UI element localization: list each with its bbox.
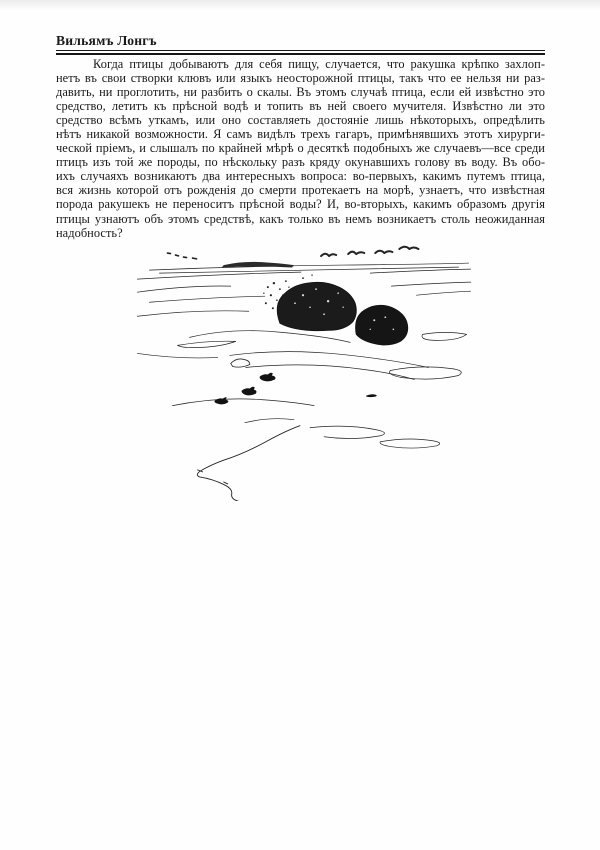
paragraph-line: средство, летитъ къ прѣсной водѣ и топить въ ней своего мучителя. Извѣстно ли это xyxy=(56,99,545,114)
paragraph-line: птицы узнаютъ объ этомъ средствѣ, какъ только въ немъ возникаетъ столь неожиданная xyxy=(56,211,545,226)
header-rule-thick-line xyxy=(56,53,545,55)
paragraph-line: Когда птицы добываютъ для себя пищу, случается, что ракушка крѣпко захлоп- xyxy=(93,57,545,71)
horizon-lines xyxy=(137,263,470,279)
author-name: Вильямъ Лонгъ xyxy=(56,33,157,48)
paragraph-line: средство всѣмъ уткамъ, или оно составляеть достояніе лишь нѣкоторыхъ, опредѣлить xyxy=(56,113,545,128)
paragraph-line: ческой пріемъ, и слышалъ по крайней мѣрѣ о десяткѣ подобныхъ же случаевъ—все среди xyxy=(56,141,545,156)
distant-birds-dots xyxy=(167,253,196,259)
paragraph-line: давить, ни проглотить, ни разбить о скалы. Въ этомъ случаѣ птица, если ей извѣстно это xyxy=(56,85,545,100)
rocks xyxy=(137,282,408,345)
running-header xyxy=(56,33,545,55)
water-contours xyxy=(137,331,466,448)
swimming-ducks xyxy=(214,359,376,404)
header-rule xyxy=(56,50,545,55)
flying-birds xyxy=(321,247,418,256)
trailing-shore-line xyxy=(197,426,300,501)
paragraph-line: нетъ въ свои створки клювъ или языкъ неосторожной птицы, такъ что ее нельзя ни раз- xyxy=(56,71,545,86)
paragraph-line: нѣтъ никакой возможности. Я самъ видѣлъ трехъ гагаръ, примѣнявшихъ этотъ хирурги- xyxy=(56,127,545,142)
gull-outline xyxy=(231,359,250,367)
paragraph-line: ихъ случаяхъ возникаютъ два интересныхъ вопроса: во-первыхъ, какимъ путемъ птица, xyxy=(56,169,545,184)
header-rule-thin-line xyxy=(56,50,545,51)
body-paragraph xyxy=(56,57,545,240)
paragraph-line: птицъ изъ той же породы, по нѣскольку разъ кряду окунавшихъ голову въ воду. Въ обо- xyxy=(56,155,545,170)
ink-illustration-sea-rocks-birds xyxy=(137,245,471,501)
paragraph-line: надобность? xyxy=(56,225,123,240)
paragraph-line: порода ракушекъ не переноситъ прѣсной воды? И, во-вторыхъ, какимъ образомъ другія xyxy=(56,197,545,212)
paragraph-line: вся жизнь которой отъ рожденія до смерти протекаетъ на морѣ, узнаетъ, что извѣстная xyxy=(56,183,545,198)
